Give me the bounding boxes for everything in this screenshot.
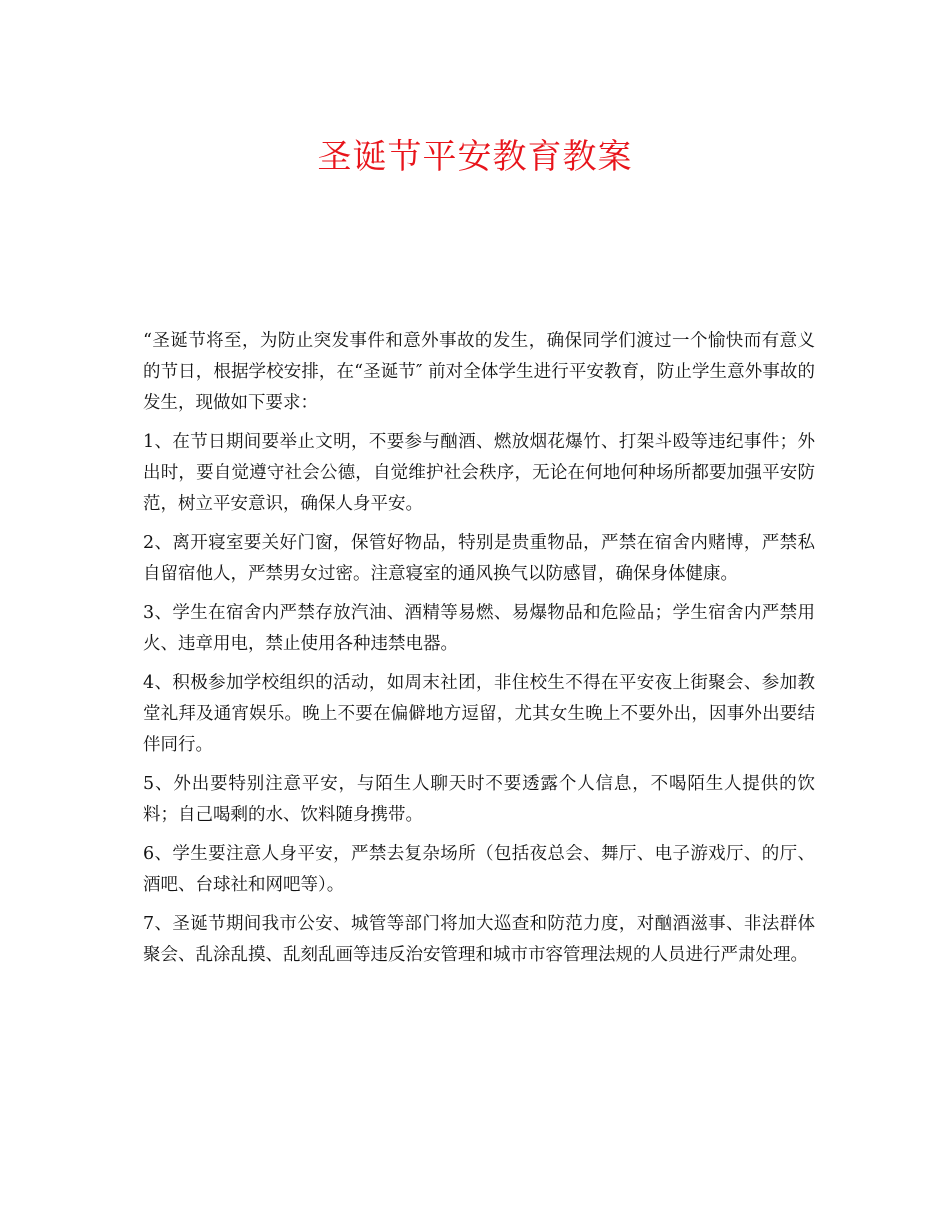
rule-paragraph-6: 6、学生要注意人身平安，严禁去复杂场所（包括夜总会、舞厅、电子游戏厅、的厅、酒吧、台球社和网吧等）。 — [143, 844, 815, 895]
rule-paragraph-1: 1、在节日期间要举止文明，不要参与酗酒、燃放烟花爆竹、打架斗殴等违纪事件；外出时，要自觉遵守社会公德，自觉维护社会秩序，无论在何地何种场所都要加强平安防范，树立平安意识，确保人身平安。 — [143, 432, 815, 514]
rule-paragraph-4: 4、积极参加学校组织的活动，如周末社团，非住校生不得在平安夜上街聚会、参加教堂礼拜及通宵娱乐。晚上不要在偏僻地方逗留，尤其女生晚上不要外出，因事外出要结伴同行。 — [143, 673, 815, 755]
document-body — [143, 326, 815, 979]
rule-paragraph-7: 7、圣诞节期间我市公安、城管等部门将加大巡查和防范力度，对酗酒滋事、非法群体聚会、乱涂乱摸、乱刻乱画等违反治安管理和城市市容管理法规的人员进行严肃处理。 — [143, 914, 815, 965]
rule-paragraph-5: 5、外出要特别注意平安，与陌生人聊天时不要透露个人信息，不喝陌生人提供的饮料；自己喝剩的水、饮料随身携带。 — [143, 774, 815, 825]
document-title: 圣诞节平安教育教案 — [317, 137, 633, 177]
intro-paragraph: “圣诞节将至，为防止突发事件和意外事故的发生，确保同学们渡过一个愉快而有意义的节日，根据学校安排，在“圣诞节″ 前对全体学生进行平安教育，防止学生意外事故的发生，现做如下要求： — [143, 331, 815, 413]
rule-paragraph-2: 2、离开寝室要关好门窗，保管好物品，特别是贵重物品，严禁在宿舍内赌博，严禁私自留宿他人，严禁男女过密。注意寝室的通风换气以防感冒，确保身体健康。 — [143, 533, 815, 584]
rule-paragraph-3: 3、学生在宿舍内严禁存放汽油、酒精等易燃、易爆物品和危险品；学生宿舍内严禁用火、违章用电，禁止使用各种违禁电器。 — [143, 603, 815, 654]
